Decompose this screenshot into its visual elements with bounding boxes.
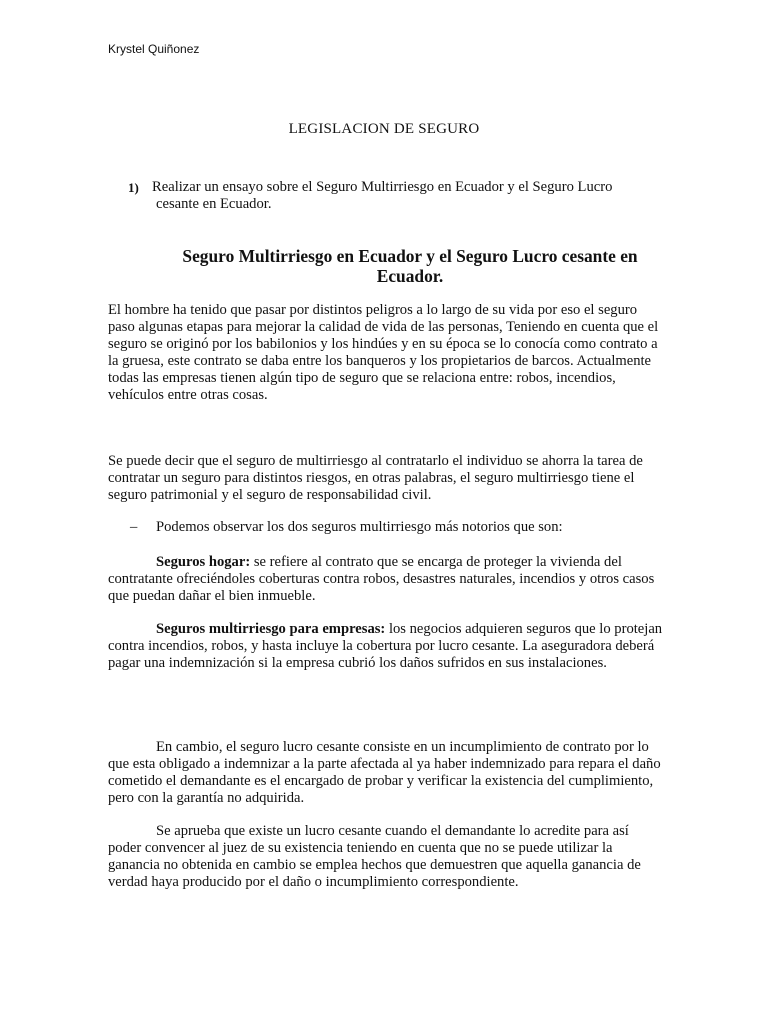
bullet-item <box>130 519 670 536</box>
task-text-line1: Realizar un ensayo sobre el Seguro Multirriesgo en Ecuador y el Seguro Lucro <box>152 179 613 195</box>
document-title: LEGISLACION DE SEGURO <box>288 121 480 137</box>
paragraph-conclusion <box>108 823 664 891</box>
paragraph-intro: El hombre ha tenido que pasar por distintos peligros a lo largo de su vida por eso el seguro paso algunas etapas para mejorar la calidad de vida de las personas, Teniendo en cuenta que el seguro se originó por los babilonios y los hindúes y en su época se lo conocía como contrato a la gruesa, este contrato se daba entre los banqueros y los propietarios de barcos. Actualmente todas las empresas tienen algún tipo de seguro que se relaciona entre: robos, incendios, vehículos entre otras cosas. <box>108 302 659 403</box>
essay-heading: Seguro Multirriesgo en Ecuador y el Seguro Lucro cesante en Ecuador. <box>182 246 638 286</box>
bullet-marker: – <box>130 519 138 535</box>
bullet-text: Podemos observar los dos seguros multirriesgo más notorios que son: <box>156 519 563 535</box>
paragraph-seguros-hogar <box>108 554 664 605</box>
author-name: Krystel Quiñonez <box>108 42 200 56</box>
task-item <box>128 179 668 213</box>
seguros-empresas-label: Seguros multirriesgo para empresas: <box>156 621 386 637</box>
paragraph-seguros-empresas <box>108 621 664 672</box>
task-text <box>128 179 668 213</box>
paragraph-lucro-cesante <box>108 739 664 807</box>
seguros-empresas-text: los negocios adquieren seguros que lo protejan contra incendios, robos, y hasta incluye la cobertura por lucro cesante. La aseguradora deberá pagar una indemnización si la empresa cubrió los daños sufridos en sus instalaciones. <box>108 621 663 671</box>
seguros-hogar-label: Seguros hogar: <box>156 554 251 570</box>
task-number: 1) <box>128 180 139 195</box>
lucro-cesante-text: En cambio, el seguro lucro cesante consiste en un incumplimiento de contrato por lo que esta obligado a indemnizar a la parte afectada al ya haber indemnizado para repara el daño cometido el demandante es el encargado de probar y verificar la existencia del cumplimiento, pero con la garantía no adquirida. <box>108 739 661 806</box>
conclusion-text: Se aprueba que existe un lucro cesante cuando el demandante lo acredite para así poder convencer al juez de su existencia teniendo en cuenta que no se puede utilizar la ganancia no obtenida en cambio se emplea hechos que demuestren que aquella ganancia de verdad haya producido por el daño o incumplimiento correspondiente. <box>108 823 641 890</box>
paragraph-multirriesgo: Se puede decir que el seguro de multirriesgo al contratarlo el individuo se ahorra la tarea de contratar un seguro para distintos riesgos, en otras palabras, el seguro multirriesgo tiene el seguro patrimonial y el seguro de responsabilidad civil. <box>108 453 643 503</box>
task-text-line2: cesante en Ecuador. <box>156 196 272 212</box>
seguros-hogar-text: se refiere al contrato que se encarga de proteger la vivienda del contratante ofreciéndoles coberturas contra robos, desastres naturales, incendios y otros casos que puedan dañar el bien inmueble. <box>108 554 655 604</box>
